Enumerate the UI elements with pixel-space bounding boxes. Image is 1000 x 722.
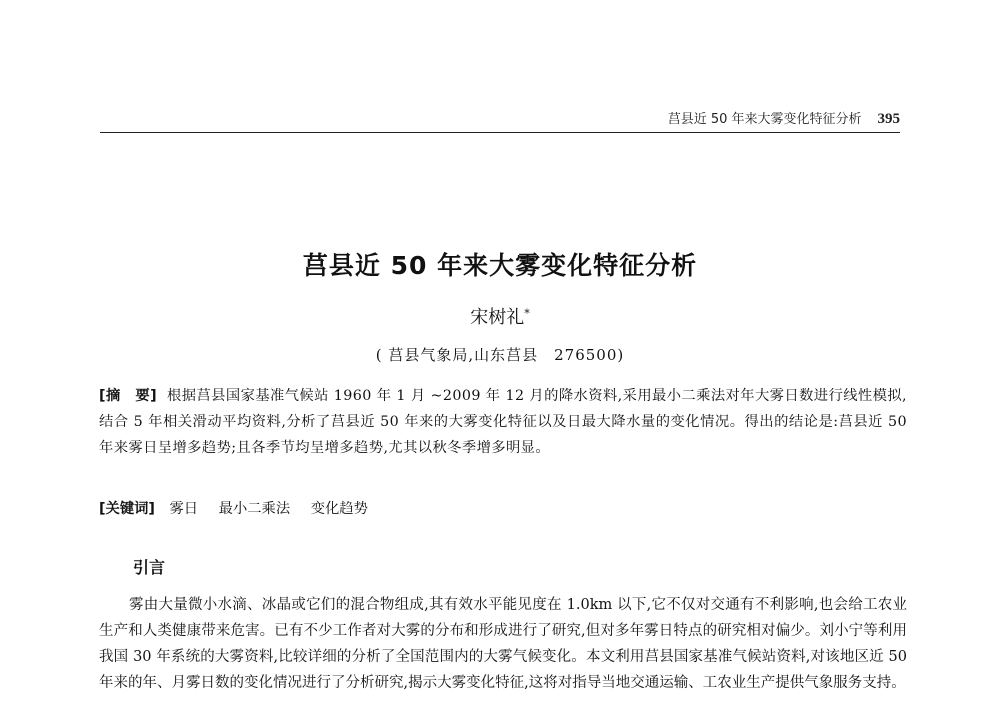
abstract-label: [摘 要] bbox=[99, 388, 158, 404]
section-heading-introduction: 引言 bbox=[133, 558, 166, 577]
abstract bbox=[99, 383, 907, 461]
keywords-label: [关键词] bbox=[99, 501, 155, 517]
author-footnote-mark: * bbox=[524, 307, 530, 320]
running-header bbox=[100, 108, 900, 130]
keyword: 最小二乘法 bbox=[218, 501, 291, 517]
running-header-title: 莒县近 50 年来大雾变化特征分析 bbox=[667, 112, 862, 127]
paper-title: 莒县近 50 年来大雾变化特征分析 bbox=[302, 251, 698, 280]
author-name: 宋树礼 bbox=[470, 307, 525, 328]
keyword: 雾日 bbox=[169, 501, 199, 517]
page-number: 395 bbox=[877, 111, 900, 127]
header-rule bbox=[100, 132, 900, 133]
affiliation: ( 莒县气象局,山东莒县 276500) bbox=[375, 346, 625, 364]
author-line bbox=[100, 300, 900, 332]
introduction-paragraph: 雾由大量微小水滴、冰晶或它们的混合物组成,其有效水平能见度在 1.0km 以下,它不仅对交通有不利影响,也会给工农业生产和人类健康带来危害。已有不少工作者对大雾的分布和形成进行了研究,但对多年雾日特点的研究相对偏少。刘小宁等利用我国 30 年系统的大雾资料,比较详细的分析了全国范围内的大雾气候变化。本文利用莒县国家基准气候站资料,对该地区近 50 年来的年、月雾日数的变化情况进行了分析研究,揭示大雾变化特征,这将对指导当地交通运输、工农业生产提供气象服务支持。 bbox=[99, 597, 907, 691]
keywords bbox=[99, 496, 907, 522]
keyword: 变化趋势 bbox=[310, 501, 368, 517]
abstract-text: 根据莒县国家基准气候站 1960 年 1 月 ~2009 年 12 月的降水资料,采用最小二乘法对年大雾日数进行线性模拟,结合 5 年相关滑动平均资料,分析了莒县近 50 年来的大雾变化特征以及日最大降水量的变化情况。得出的结论是:莒县近 50 年来雾日呈增多趋势;且各季节均呈增多趋势,尤其以秋冬季增多明显。 bbox=[99, 388, 907, 456]
